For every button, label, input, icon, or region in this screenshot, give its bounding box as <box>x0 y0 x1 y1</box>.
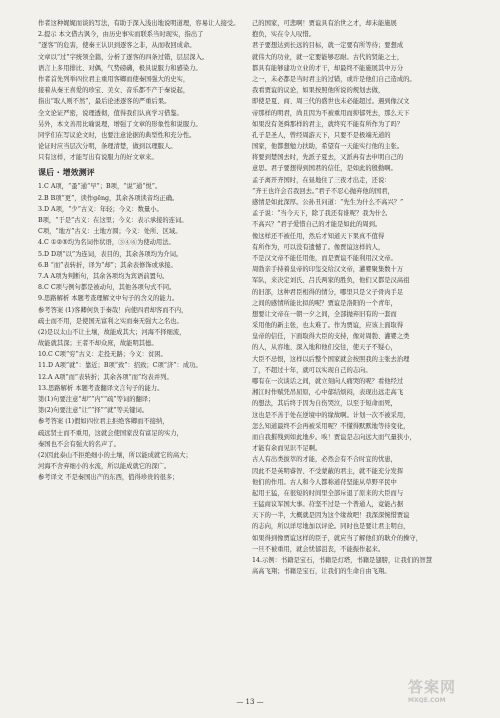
text-line: 而自我摧残到如此地步。唉！贾谊是志向远大而气量狭小， <box>252 433 416 441</box>
text-line: 秦国也不会有强大的名声了。 <box>38 440 120 448</box>
text-line: 的旧部，这种君臣相得的情分，哪里只是父子骨肉手足 <box>252 288 404 296</box>
text-line: 君子要想达到长远的目标，就一定要有所等待；要想成 <box>252 42 404 50</box>
text-line: C项，“地方”古义：土地方圆；今义：处所、区域。 <box>38 228 182 236</box>
text-line: 即使是夏、商、周三代的盛世也未必能超过。遇到像汉文 <box>252 98 410 106</box>
text-line: 哪有在一次谈话之间，就立刻向人痛哭的呢？看他经过 <box>252 378 404 385</box>
text-line: 11.D A项“就”：靠近；B项“致”：招致；C项“济”：成功。 <box>38 362 202 370</box>
text-line: B项，“于是”古义：在这里；今义：表示承接的连词。 <box>38 217 188 224</box>
text-line: 起用王猛，在很短的时间里全部斥退了原来的大臣而与 <box>252 489 404 497</box>
text-line: 只有这样，才能写出有说服力的好文章来。 <box>38 154 158 162</box>
text-line: (2)因此泰山不拒绝细小的土壤，所以能成就它的高大； <box>38 451 192 459</box>
text-line: 不高兴？”君子爱惜自己的才能是如此的周到。 <box>252 221 382 229</box>
text-line: 第(2)句要注意“让”“择”“就”等关键词。 <box>38 407 149 415</box>
text-line: 文章以“过”字统领全篇，分析了逐客的四条过错，层层深入。 <box>38 53 209 61</box>
text-line: 疏远贤士而不重用，这就会使国家没有富足的实力， <box>38 429 183 437</box>
text-line: 怎么知道最终不会再被采用呢？不懂得默默地等待变化， <box>252 422 410 430</box>
text-line: 都具有能够建功立业的才干，却最终不能施展其中万分 <box>252 64 404 72</box>
text-line: 作者首先列举四位君主重用客卿而使秦国强大的史实， <box>38 75 190 83</box>
text-line: 帝那样的明君，尚且因为不被重用而抑郁死去，那么天下 <box>252 109 410 117</box>
text-line: 参考答案 (1)客卿何负于秦哉！向使四君却客而不内， <box>38 306 188 314</box>
text-line: 同学们在写议论文时，也要注意论据的典型性和充分性。 <box>38 131 196 139</box>
watermark-main-text: 答案网 <box>408 678 457 696</box>
text-line: 感情是如此深厚。公孙丑问道：“先生为什么不高兴？” <box>252 199 404 206</box>
text-line: 如果得到像贾谊这样的臣子，就应当了解他们的耿介的操守， <box>252 534 423 542</box>
text-line: 9.思路解析 本题考查理解文中句子的含义的能力。 <box>38 295 179 303</box>
text-line: 语言上多用排比、对偶，气势磅礴，极具说服力和感染力。 <box>38 64 202 72</box>
text-line: 这也是不善于处在逆境中的缘故啊。计划一次不被采用， <box>252 411 410 419</box>
text-line: 河海不舍弃细小的水流，所以能成就它的深广。 <box>38 463 171 471</box>
text-line: 8.C C项与例句都是被动句，其他各项句式不同。 <box>38 284 176 292</box>
right-column <box>252 18 474 577</box>
text-line: 王猛商议军国大事。苻坚不过是一个普通人，竟能占据 <box>252 501 404 509</box>
text-line: 军队，来决定刘氏、吕氏两家的胜负，他们又都是汉高祖 <box>252 277 410 285</box>
text-line: 像这样还不被任用，然后才知道天下果真不值得 <box>252 232 385 240</box>
text-line: 抱负，实在令人叹惜。 <box>252 31 315 39</box>
text-line: 指出“取人则不然”，最后论述逐客的严重后果。 <box>38 98 171 106</box>
text-line: 5.D D项“以”为连词，表目的，其余各项均为介词。 <box>38 250 183 258</box>
text-line: 才能有余而见识不足啊。 <box>252 445 322 453</box>
text-line: 的人，从容地、深入地和他们交往，使天子不疑心， <box>252 344 397 352</box>
text-line: 孟子说：“当今天下，除了我还有谁呢？我为什么 <box>252 210 388 218</box>
text-line: 意思。君子要想得到国君的信任，是如此的殷勤啊。 <box>252 165 397 173</box>
text-line: 10.C C项“穷”古义：走投无路；今义：贫困。 <box>38 351 167 359</box>
text-line: 采用他的新主张，也太难了。作为贾谊，应该上面取得 <box>252 322 404 330</box>
text-line: 不是汉文帝不能任用他，而是贾谊不能利用汉文帝。 <box>252 254 397 262</box>
text-line: 国家，他都想勉力扶助，希望有一天能实行他的主张。 <box>252 143 404 151</box>
text-line: 故能就其深；王者不却众庶，故能明其德。 <box>38 340 158 348</box>
text-line: 全文论证严密，说理透彻，值得我们认真学习借鉴。 <box>38 109 183 117</box>
text-line: 6.B “而”表转折，译为“却”；其余表修饰或承接。 <box>38 261 177 269</box>
text-line: 有所作为，可以没有遗憾了。像贾谊这样的人， <box>252 243 385 251</box>
text-line: 皇帝的信任，下面取得大臣的支持，像对周勃、灌婴之类 <box>252 333 410 341</box>
text-line: 的志向，所以详尽地加以评论。同时也是要让君主明白， <box>252 523 410 531</box>
text-line: 天下的一半，大概就是因为这个缘故吧！我深深惋惜贾谊 <box>252 512 410 520</box>
text-line: 论证时应当层次分明，条理清楚，做到以理服人。 <box>38 143 177 151</box>
text-line: 参考译文 不是秦国出产的东西，值得珍贵的很多； <box>38 474 179 482</box>
text-line: 孟子离开齐国时，在昼地住了三夜才出走，还说： <box>252 176 391 184</box>
left-column <box>38 18 253 484</box>
text-line: 大臣不忌恨，这样以后整个国家就会按照我的主张去治理 <box>252 355 410 363</box>
text-line: 参考答案 (1)假如四位君主拒绝客卿而不接纳， <box>38 418 169 426</box>
text-line: 就伟大的功业，就一定要能够忍耐。古代的贤能之士， <box>252 53 404 61</box>
text-line: 4.C ①②⑤均为名词作状语，③④⑥为使动用法。 <box>38 239 175 247</box>
text-line: “齐王也许会召我回去。”君子不忍心抛弃他的国君， <box>252 187 394 195</box>
text-line: 将要到楚国去时，先派子夏去，又派冉有去申明自己的 <box>252 154 404 162</box>
text-line: 孔子是圣人，曾经周游天下，只要不是极端无道的 <box>252 131 391 139</box>
text-line: 疏士而不用，是使国无富利之实而秦无强大之名也。 <box>38 317 183 325</box>
text-line: 己的国家，可悲啊！贾谊具有治世之才，却未能施展 <box>252 20 397 27</box>
text-line: (2)是以太山不让土壤，故能成其大；河海不择细流， <box>38 328 186 336</box>
text-line: 我看贾谊的议论，如果按照他所说的规划去做， <box>252 87 385 95</box>
text-line: 3.D A项，“少”古义：年轻；今义：数量小。 <box>38 205 163 213</box>
text-line: 2.提示 本文借古讽今，由历史事实而联系当时现实，指出了 <box>38 31 204 39</box>
text-line: 14.示例：书籍是宝石，书籍是灯塔，书籍是翅膀，让我们的智慧 <box>252 557 433 564</box>
text-line: 13.思路解析 本题考查翻译文言句子的能力。 <box>38 384 164 392</box>
text-line: 2.B B项“更”，读作gēng，其余各项读音均正确。 <box>38 194 179 202</box>
text-line: 的想法，其后终于因为自伤哭泣，以至于短命而死， <box>252 400 397 408</box>
text-line: 周勃亲手持着皇帝的印玺交给汉文帝，灌婴聚集数十万 <box>252 266 404 274</box>
text-line: 如果没有尧舜那样的君主，就终究不能有所作为了吗？ <box>252 120 404 128</box>
text-line: 他们的作用。古人和今人都称道苻坚能从草野平民中 <box>252 478 397 486</box>
text-line: 了，不超过十年，就可以实现自己的志向。 <box>252 366 372 374</box>
text-line: 之间的感情所能比拟的呢？贾谊是洛阳的一个青年， <box>252 299 397 307</box>
text-line: 接着从秦王喜爱的珍宝、美女、音乐都不产于秦说起， <box>38 87 190 95</box>
text-line: 一旦不被重用，就会忧郁沮丧，不能振作起来。 <box>252 545 385 553</box>
text-line: 7.A A项为判断句，其余各项均为宾语前置句。 <box>38 272 169 280</box>
watermark-sub-text: MXQE.COM <box>408 697 446 704</box>
text-line: 高高飞翔；书籍是宝石，让我们的生命自由飞翔。 <box>252 568 391 576</box>
text-line: 作者这种娓娓而谈的写法，有助于深入浅出地说明道理，容易让人接受。 <box>38 20 240 27</box>
text-line: 湘江时作赋凭吊屈原，心中郁结烦闷，表现出远走高飞 <box>252 389 404 397</box>
text-line: 第(1)句要注意“却”“内”“疏”等词的翻译； <box>38 396 155 403</box>
text-line: 古人有出类拔萃的才能，必然会有不合时宜的忧患， <box>252 456 397 464</box>
text-line: 另外，本文善用比喻说理，增强了文章的形象性和说服力。 <box>38 120 202 128</box>
text-line: 12.A A项“而”表转折；其余各项“而”均表并列。 <box>38 373 173 381</box>
watermark-logo <box>408 676 492 712</box>
text-line: 之一，未必都是当时君主的过错，或许是他们自己造成的。 <box>252 75 416 83</box>
section-heading: 课后 · 增效测评 <box>38 168 95 178</box>
text-line: 想要让文帝在一朝一夕之间，全部抛弃旧有的一套而 <box>252 310 397 318</box>
text-line: “逐客”的危害，使秦王认识到逐客之非，从而收回成命。 <box>38 42 196 50</box>
page-number: — 13 — <box>236 698 264 706</box>
text-line: 1.C A项，“蚤”通“早”；B项，“说”通“悦”。 <box>38 183 162 191</box>
text-line: 因此不是英明睿智、不受蒙蔽的君主，就不能充分发挥 <box>252 467 404 475</box>
